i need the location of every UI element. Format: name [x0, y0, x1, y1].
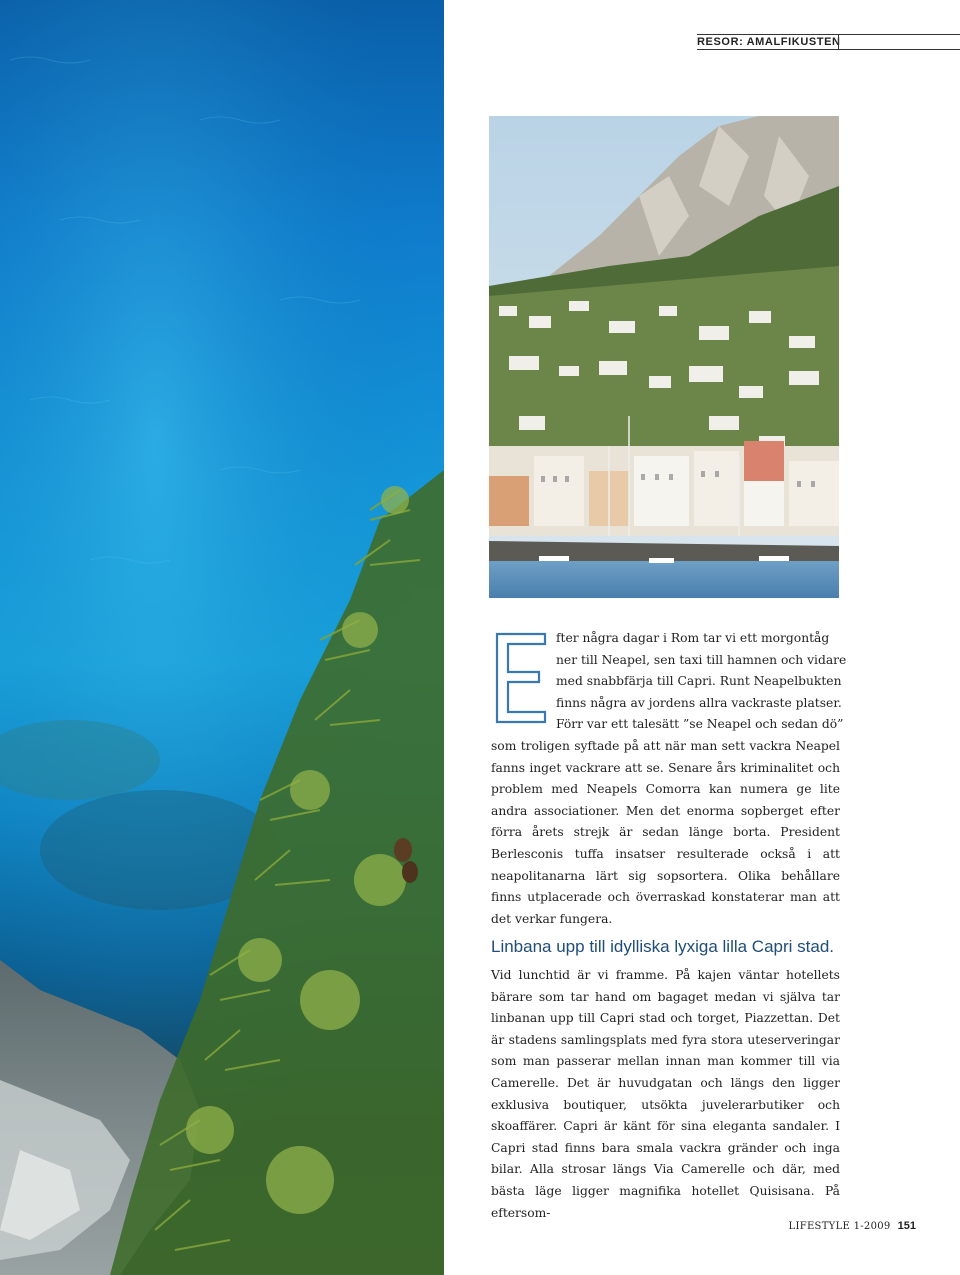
lead-line: finns några av jordens allra vackraste platser. — [556, 695, 842, 710]
magazine-issue: LIFESTYLE 1-2009 — [788, 1221, 891, 1232]
page-number: 151 — [897, 1220, 916, 1232]
header-rule-divider — [838, 34, 839, 50]
lead-line: Förr var ett talesätt ”se Neapel och sedan dö” — [556, 717, 844, 732]
body-paragraph: Vid lunchtid är vi framme. På kajen väntar hotellets bärare som tar hand om bagaget medan vi själva tar linbanan upp till Capri stad och torget, Piazzettan. Det är stadens samlingsplats med fyra stora uteserveringar som man passerar mellan innan man kommer till via Camerelle. Det är huvudgatan och längs den ligger exklusiva boutiquer, utsökta juvelerarbutiker och skoaffärer. Capri är känt för sina eleganta sandaler. I Capri stad finns bara smala vackra gränder och inga bilar. Alla strosar längs Via Camerelle och där, med bästa läge ligger magnifika hotellet Quisisana. På eftersom- — [491, 968, 840, 1220]
section-label — [697, 34, 960, 50]
lead-line: med snabbfärja till Capri. Runt Neapelbukten — [556, 674, 842, 689]
section-label-text: RESOR: AMALFIKUSTEN — [697, 36, 841, 48]
header-rule-bottom — [697, 49, 960, 50]
sea-photo-illustration — [0, 0, 444, 1275]
capri-harbour-photo — [489, 116, 839, 598]
capri-harbour-illustration — [489, 116, 839, 598]
lead-line: ner till Neapel, sen taxi till hamnen och vidare — [556, 652, 847, 667]
subheading: Linbana upp till idylliska lyxiga lilla Capri stad. — [491, 937, 835, 957]
article-body — [491, 628, 847, 930]
article-body-section-2 — [491, 965, 840, 1224]
lead-paragraph — [556, 628, 847, 736]
header-rule-top — [697, 34, 960, 35]
lead-line: fter några dagar i Rom tar vi ett morgontåg — [556, 631, 830, 645]
sea-photo — [0, 0, 444, 1275]
page-footer — [789, 1220, 916, 1232]
body-paragraph: som troligen syftade på att när man sett vackra Neapel fanns inget vackrare att se. Senare års kriminalitet och problem med Neapels Comorra kan numera ge lite andra associationer. Men det enorma sopberget efter förra årets strejk är sedan länge borta. President Berlesconis tuffa insatser resulterade också i att neapolitanarna lärt sig sopsortera. Olika behållare finns utplacerade och överraskad konstaterar man att det verkar fungera. — [491, 738, 840, 926]
